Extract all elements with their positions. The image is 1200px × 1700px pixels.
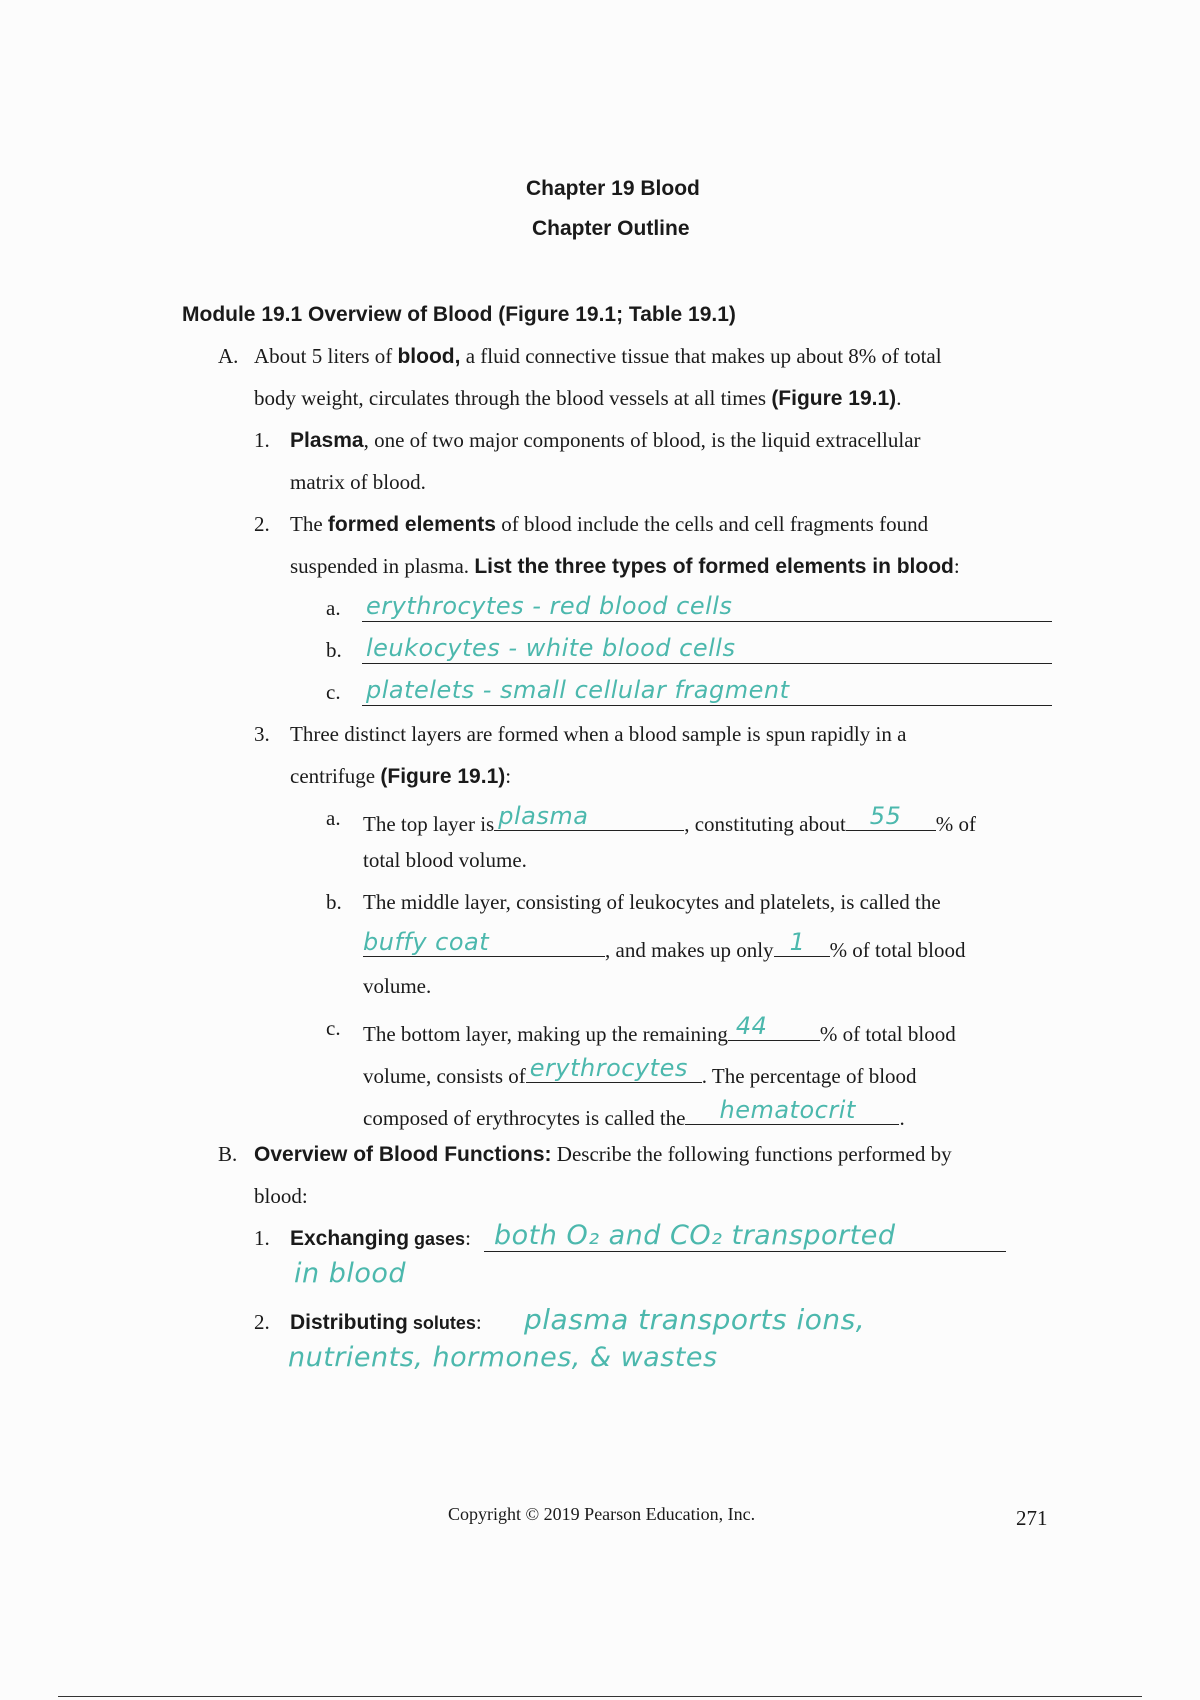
item2-c-label: c. bbox=[326, 680, 341, 704]
answer-formed-a: erythrocytes - red blood cells bbox=[366, 592, 733, 620]
text: of blood include the cells and cell fragments found bbox=[495, 512, 929, 536]
bold-term: Distributing bbox=[290, 1311, 408, 1334]
text: About 5 liters of bbox=[254, 344, 398, 368]
page-bottom-rule bbox=[58, 1696, 1142, 1697]
item3-c-line1 bbox=[363, 1014, 956, 1045]
b-item2-num: 2. bbox=[254, 1310, 270, 1334]
bold-term: blood, bbox=[397, 345, 461, 368]
item2-a-label: a. bbox=[326, 596, 341, 620]
text: , constituting about bbox=[684, 812, 846, 836]
answer-distributing-solutes-2: nutrients, hormones, & wastes bbox=[288, 1342, 718, 1373]
copyright: Copyright © 2019 Pearson Education, Inc. bbox=[448, 1504, 756, 1524]
section-a-line2 bbox=[254, 388, 901, 409]
text: : bbox=[953, 554, 960, 578]
section-b-line2: blood: bbox=[254, 1184, 308, 1208]
answer-distributing-solutes-1: plasma transports ions, bbox=[524, 1303, 866, 1336]
item3-b-line3: volume. bbox=[363, 974, 432, 998]
item3-b-line1: The middle layer, consisting of leukocytes and platelets, is called the bbox=[363, 890, 941, 914]
answer-middle-layer: buffy coat bbox=[363, 928, 490, 956]
bold-term: (Figure 19.1) bbox=[771, 387, 897, 410]
blank-middle-layer bbox=[363, 930, 605, 957]
answer-formed-c: platelets - small cellular fragment bbox=[366, 676, 790, 704]
item3-b-label: b. bbox=[326, 890, 342, 914]
item3-b-line2 bbox=[363, 930, 965, 961]
outline-title: Chapter Outline bbox=[532, 217, 690, 240]
text: composed of erythrocytes is called the bbox=[363, 1106, 686, 1130]
item3-num: 3. bbox=[254, 722, 270, 746]
item2-line1 bbox=[290, 514, 928, 535]
item1-num: 1. bbox=[254, 428, 270, 452]
bold-term: Plasma bbox=[290, 429, 364, 452]
answer-top-layer: plasma bbox=[498, 802, 589, 830]
bold-term: Exchanging bbox=[290, 1227, 410, 1250]
section-a-label: A. bbox=[218, 344, 239, 368]
answer-bottom-layer: erythrocytes bbox=[529, 1054, 688, 1082]
answer-hematocrit: hematocrit bbox=[719, 1096, 856, 1124]
answer-line-b bbox=[362, 663, 1052, 664]
text: , and makes up only bbox=[605, 938, 774, 962]
bold-term: (Figure 19.1) bbox=[380, 765, 506, 788]
answer-exchanging-gases-1: both O₂ and CO₂ transported bbox=[494, 1220, 896, 1251]
item3-c-label: c. bbox=[326, 1016, 341, 1040]
answer-bottom-percent: 44 bbox=[735, 1012, 768, 1040]
text: The bbox=[290, 512, 328, 536]
section-a-line1 bbox=[254, 346, 942, 367]
answer-line-a bbox=[362, 621, 1052, 622]
section-b-label: B. bbox=[218, 1142, 238, 1166]
answer-formed-b: leukocytes - white blood cells bbox=[366, 634, 736, 662]
item2-num: 2. bbox=[254, 512, 270, 536]
text: The bottom layer, making up the remaining bbox=[363, 1022, 728, 1046]
answer-line-c bbox=[362, 705, 1052, 706]
item3-c-line2 bbox=[363, 1056, 917, 1087]
text: % of total blood bbox=[819, 1022, 956, 1046]
item2-line2 bbox=[290, 556, 960, 577]
term-rest: solutes bbox=[407, 1313, 476, 1333]
text: suspended in plasma. bbox=[290, 554, 475, 578]
text: . bbox=[899, 1106, 905, 1130]
bold-instruction: List the three types of formed elements in blood bbox=[474, 555, 954, 578]
text: , one of two major components of blood, is the liquid extracellular bbox=[363, 428, 921, 452]
blank-top-layer bbox=[494, 804, 684, 831]
item3-a-label: a. bbox=[326, 806, 341, 830]
item3-a-line2: total blood volume. bbox=[363, 848, 527, 872]
b-item2-label bbox=[290, 1312, 482, 1333]
text: : bbox=[465, 1226, 471, 1250]
bold-term: formed elements bbox=[327, 513, 496, 536]
item3-line2 bbox=[290, 766, 511, 787]
b-item1-num: 1. bbox=[254, 1226, 270, 1250]
item1-line2: matrix of blood. bbox=[290, 470, 426, 494]
item3-line1: Three distinct layers are formed when a blood sample is spun rapidly in a bbox=[290, 722, 907, 746]
text: % of bbox=[935, 812, 977, 836]
item1-line1 bbox=[290, 430, 921, 451]
text: The top layer is bbox=[363, 812, 495, 836]
text: body weight, circulates through the blood vessels at all times bbox=[254, 386, 772, 410]
section-b-line1 bbox=[254, 1144, 952, 1165]
item3-c-line3 bbox=[363, 1098, 905, 1129]
answer-line-gases bbox=[484, 1251, 1006, 1252]
chapter-title: Chapter 19 Blood bbox=[526, 177, 700, 200]
blank-bottom-percent bbox=[728, 1014, 820, 1041]
blank-plasma-percent bbox=[846, 804, 936, 831]
text: : bbox=[475, 1310, 482, 1334]
item2-b-label: b. bbox=[326, 638, 342, 662]
b-item1-label bbox=[290, 1228, 471, 1249]
text: % of total blood bbox=[829, 938, 966, 962]
module-heading: Module 19.1 Overview of Blood (Figure 19.1; Table 19.1) bbox=[182, 303, 736, 326]
text: Describe the following functions performed by bbox=[551, 1142, 952, 1166]
page-number: 271 bbox=[1016, 1506, 1048, 1530]
text: volume, consists of bbox=[363, 1064, 526, 1088]
answer-exchanging-gases-2: in blood bbox=[294, 1258, 407, 1289]
item3-a-line1 bbox=[363, 804, 976, 835]
blank-buffy-percent bbox=[774, 930, 830, 957]
bold-heading: Overview of Blood Functions: bbox=[254, 1143, 552, 1166]
blank-hematocrit bbox=[685, 1098, 899, 1125]
text: centrifuge bbox=[290, 764, 381, 788]
text: a fluid connective tissue that makes up about 8% of total bbox=[460, 344, 942, 368]
text: : bbox=[505, 764, 512, 788]
blank-bottom-layer bbox=[526, 1056, 702, 1083]
answer-plasma-percent: 55 bbox=[869, 802, 902, 830]
text: . bbox=[896, 386, 902, 410]
answer-buffy-percent: 1 bbox=[789, 928, 806, 956]
term-rest: gases bbox=[409, 1229, 466, 1249]
text: . The percentage of blood bbox=[701, 1064, 917, 1088]
